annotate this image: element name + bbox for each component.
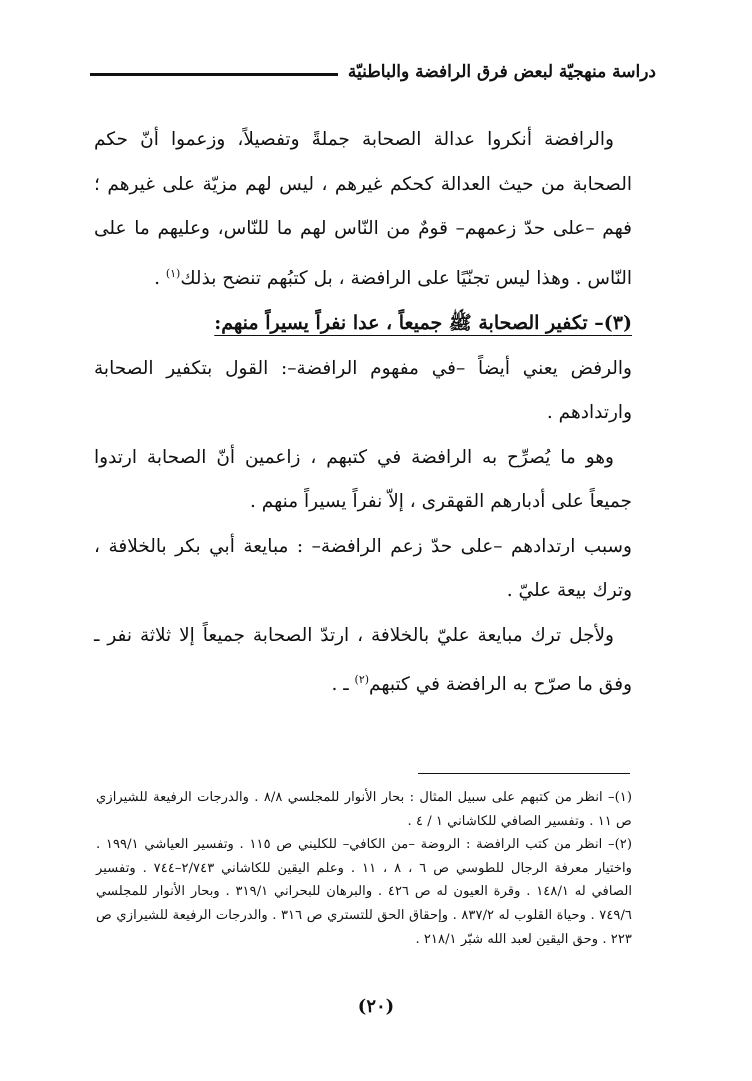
footnote-ref-1: (١) [165,266,181,280]
footnote-2: (٢)– انظر من كتب الرافضة : الروضة –من الكافي– للكليني ص ١١٥ . وتفسير العياشي ١٩٩/١ . واختيار معرفة الرجال للطوسي ص ٦ ، ٨ ، ١١ . وعلم اليقين للكاشاني ٢/٧٤٣–٧٤٤ . وتفسير الصافي له ١٤٨/١ . وقرة العيون له ص ٤٢٦ . والبرهان للبحراني ٣١٩/١ . وبحار الأنوار للمجلسي ٧٤٩/٦ . وحياة القلوب له ٨٣٧/٢ . وإحقاق الحق للتستري ص ٣١٦ . والدرجات الرفيعة للشيرازي ص ٢٢٣ . وحق اليقين لعبد الله شبّر ٢١٨/١ . [96,837,633,947]
paragraph-1-end: . [154,267,166,289]
header-rule [90,73,338,76]
paragraph-5-text: ولأجل ترك مبايعة عليّ بالخلافة ، ارتدّ الصحابة جميعاً إلا ثلاثة نفر ـ وفق ما صرّح به الرافضة في كتبهم [94,624,632,696]
footnote-separator [418,773,630,774]
paragraph-3: وهو ما يُصرِّح به الرافضة في كتبهم ، زاعمين أنّ الصحابة ارتدوا جميعاً على أدبارهم القهقرى ، إلاّ نفراً يسيراً منهم . [94,446,632,513]
paragraph-2: والرفض يعني أيضاً –في مفهوم الرافضة–: القول بتكفير الصحابة وارتدادهم . [94,357,632,424]
main-text [94,118,632,708]
running-header [90,58,656,86]
paragraph-4: وسبب ارتدادهم –على حدّ زعم الرافضة– : مبايعة أبي بكر بالخلافة ، وترك بيعة عليّ . [94,535,632,602]
footnotes [96,786,632,951]
paragraph-1-text: والرافضة أنكروا عدالة الصحابة جملةً وتفصيلاً، وزعموا أنّ حكم الصحابة من حيث العدالة كحكم غيرهم ، ليس لهم مزيّة على غيرهم ؛ فهم –على حدّ زعمهم– قومٌ من النّاس لهم ما للنّاس، وعليهم ما على النّاس . وهذا ليس تجنّيًا على الرافضة ، بل كتبُهم تنضح بذلك [94,129,632,289]
paragraph-1 [94,118,632,301]
footnote-1: (١)– انظر من كتبهم على سبيل المثال : بحار الأنوار للمجلسي ٨/٨ . والدرجات الرفيعة للشيرازي ص ١١ . وتفسير الصافي للكاشاني ١ / ٤ . [96,790,632,829]
page-number: (٢٠) [357,996,395,1017]
paragraph-5 [94,614,632,708]
section-heading [94,301,632,347]
header-title: دراسة منهجيّة لبعض فرق الرافضة والباطنيّة [347,62,656,82]
footnote-ref-2: (٢) [354,673,370,687]
paragraph-5-end: ـ . [331,674,355,696]
section-heading-text: (٣)– تكفير الصحابة ﷺ جميعاً ، عدا نفراً يسيراً منهم: [214,312,632,335]
